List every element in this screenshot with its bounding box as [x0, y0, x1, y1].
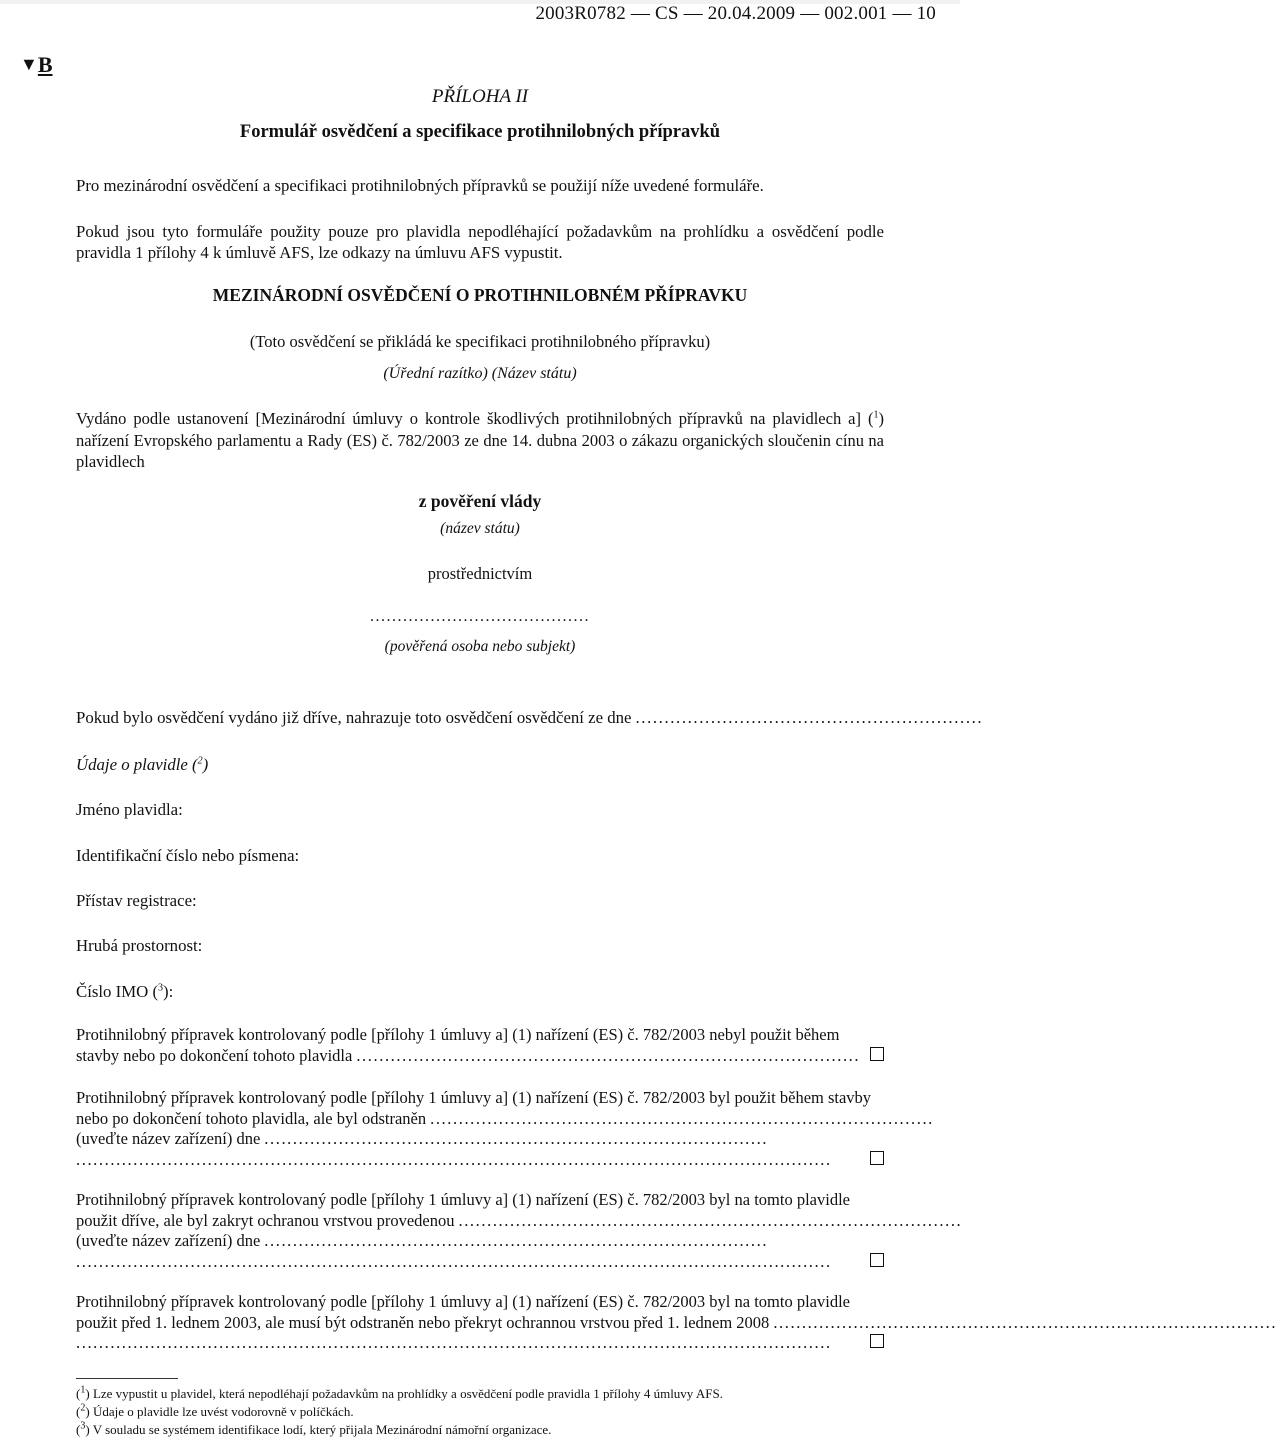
ship-particulars-heading: Údaje o plavidle ($^2$): [76, 755, 209, 774]
option-applied-before-2003: Protihnilobný přípravek kontrolovaný podle [přílohy 1 úmluvy a] (1) nařízení (ES) č. 782/2003 byl na tomto plavidle použit před 1. lednem 2003, ale musí být odstraněn nebo překryt ochrannou vrstvou před 1. lednem 2008 ........................................................................................ ....................................................................................................................................: [76, 1292, 1277, 1352]
option-not-applied: Protihnilobný přípravek kontrolovaný podle [přílohy 1 úmluvy a] (1) nařízení (ES) č. 782/2003 nebyl použit během stavby nebo po dokončení tohoto plavidla ........................................................................................: [76, 1025, 884, 1066]
marker-letter-link[interactable]: B: [37, 52, 53, 77]
checkbox-removed[interactable]: [870, 1151, 884, 1165]
issued-text-a: Vydáno podle ustanovení [Mezinárodní úmluvy o kontrole škodlivých protihnilobných přípravků na plavidlech a] (: [76, 409, 874, 428]
annex-subtitle: Formulář osvědčení a specifikace protihnilobných přípravků: [239, 122, 721, 142]
footnote-ref[interactable]: 1: [873, 409, 879, 421]
document-reference: 2003R0782 — CS — 20.04.2009 — 002.001 — 10: [535, 3, 936, 24]
amendment-marker: [20, 52, 53, 78]
state-name-label: (název státu): [440, 520, 520, 537]
replaces-line: [76, 708, 984, 729]
authority-line: z pověření vlády: [418, 491, 542, 511]
official-stamp-label: (Úřední razítko) (Název státu): [383, 365, 577, 382]
triangle-icon: ▼: [20, 54, 38, 74]
checkbox-not-applied[interactable]: [870, 1047, 884, 1061]
option-covered: Protihnilobný přípravek kontrolovaný podle [přílohy 1 úmluvy a] (1) nařízení (ES) č. 782/2003 byl na tomto plavidle použit dříve, ale byl zakryt ochranou vrstvou provedenou ........................................................................................ (uveďte název zařízení) dne ........................................................................................ ....................................................................................................................................: [76, 1190, 963, 1271]
ship-id-field[interactable]: Identifikační číslo nebo písmena:: [76, 846, 300, 865]
footnote-ref[interactable]: 2: [197, 755, 203, 767]
footnote-divider: [76, 1378, 178, 1379]
replaces-label: Pokud bylo osvědčení vydáno již dříve, nahrazuje toto osvědčení osvědčení ze dne: [76, 708, 632, 727]
imo-number-field[interactable]: Číslo IMO ($^3$):: [76, 982, 174, 1001]
issued-text-b: ) nařízení Evropského parlamentu a Rady (ES) č. 782/2003 ze dne 14. dubna 2003 o zákazu organických sloučenin cínu na plavidlech: [76, 409, 884, 471]
removed-field[interactable]: ........................................................................................: [430, 1108, 934, 1128]
certificate-note: (Toto osvědčení se přikládá ke specifikaci protihnilobného přípravku): [249, 332, 711, 351]
authorized-person-field[interactable]: ........................................: [370, 608, 590, 625]
covered-facility-field[interactable]: ........................................................................................: [264, 1231, 769, 1250]
footnote-1: ($^1$) Lze vypustit u plavidel, která nepodléhají požadavkům na prohlídky a osvědčení podle pravidla 1 přílohy 4 úmluvy AFS.: [76, 1384, 723, 1401]
option-removed: Protihnilobný přípravek kontrolovaný podle [přílohy 1 úmluvy a] (1) nařízení (ES) č. 782/2003 byl použit během stavby nebo po dokončení tohoto plavidla, ale byl odstraněn ........................................................................................ (uveďte název zařízení) dne ........................................................................................ ....................................................................................................................................: [76, 1088, 934, 1169]
checkbox-applied-before-2003[interactable]: [870, 1334, 884, 1348]
replaces-date-field[interactable]: ............................................................: [635, 708, 984, 727]
intro-paragraph: Pro mezinárodní osvědčení a specifikaci protihnilobných přípravků se použijí níže uvedené formuláře.: [76, 176, 764, 195]
annex-title: PŘÍLOHA II: [431, 86, 529, 107]
scope-paragraph: Pokud jsou tyto formuláře použity pouze pro plavidla nepodléhající požadavkům na prohlídku a osvědčení podle pravidla 1 přílohy 4 k úmluvě AFS, lze odkazy na úmluvu AFS vypustit.: [76, 222, 884, 262]
gross-tonnage-field[interactable]: Hrubá prostornost:: [76, 936, 203, 955]
authorized-person-label: (pověřená osoba nebo subjekt): [384, 638, 576, 655]
covered-field[interactable]: ........................................................................................: [458, 1210, 963, 1230]
removed-facility-field[interactable]: ........................................................................................: [264, 1129, 769, 1148]
port-of-registry-field[interactable]: Přístav registrace:: [76, 891, 197, 910]
footnote-2: ($^2$) Údaje o plavidle lze uvést vodorovně v políčkách.: [76, 1402, 354, 1419]
issued-paragraph: [76, 408, 884, 473]
ship-name-field[interactable]: Jméno plavidla:: [76, 800, 183, 819]
footnote-ref[interactable]: 3: [158, 982, 164, 994]
footnote-3: ($^3$) V souladu se systémem identifikace lodí, který přijala Mezinárodní námořní organizace.: [76, 1420, 552, 1437]
through-label: prostřednictvím: [427, 564, 533, 583]
checkbox-covered[interactable]: [870, 1253, 884, 1267]
certificate-title: MEZINÁRODNÍ OSVĚDČENÍ O PROTIHNILOBNÉM PŘÍPRAVKU: [212, 285, 748, 305]
